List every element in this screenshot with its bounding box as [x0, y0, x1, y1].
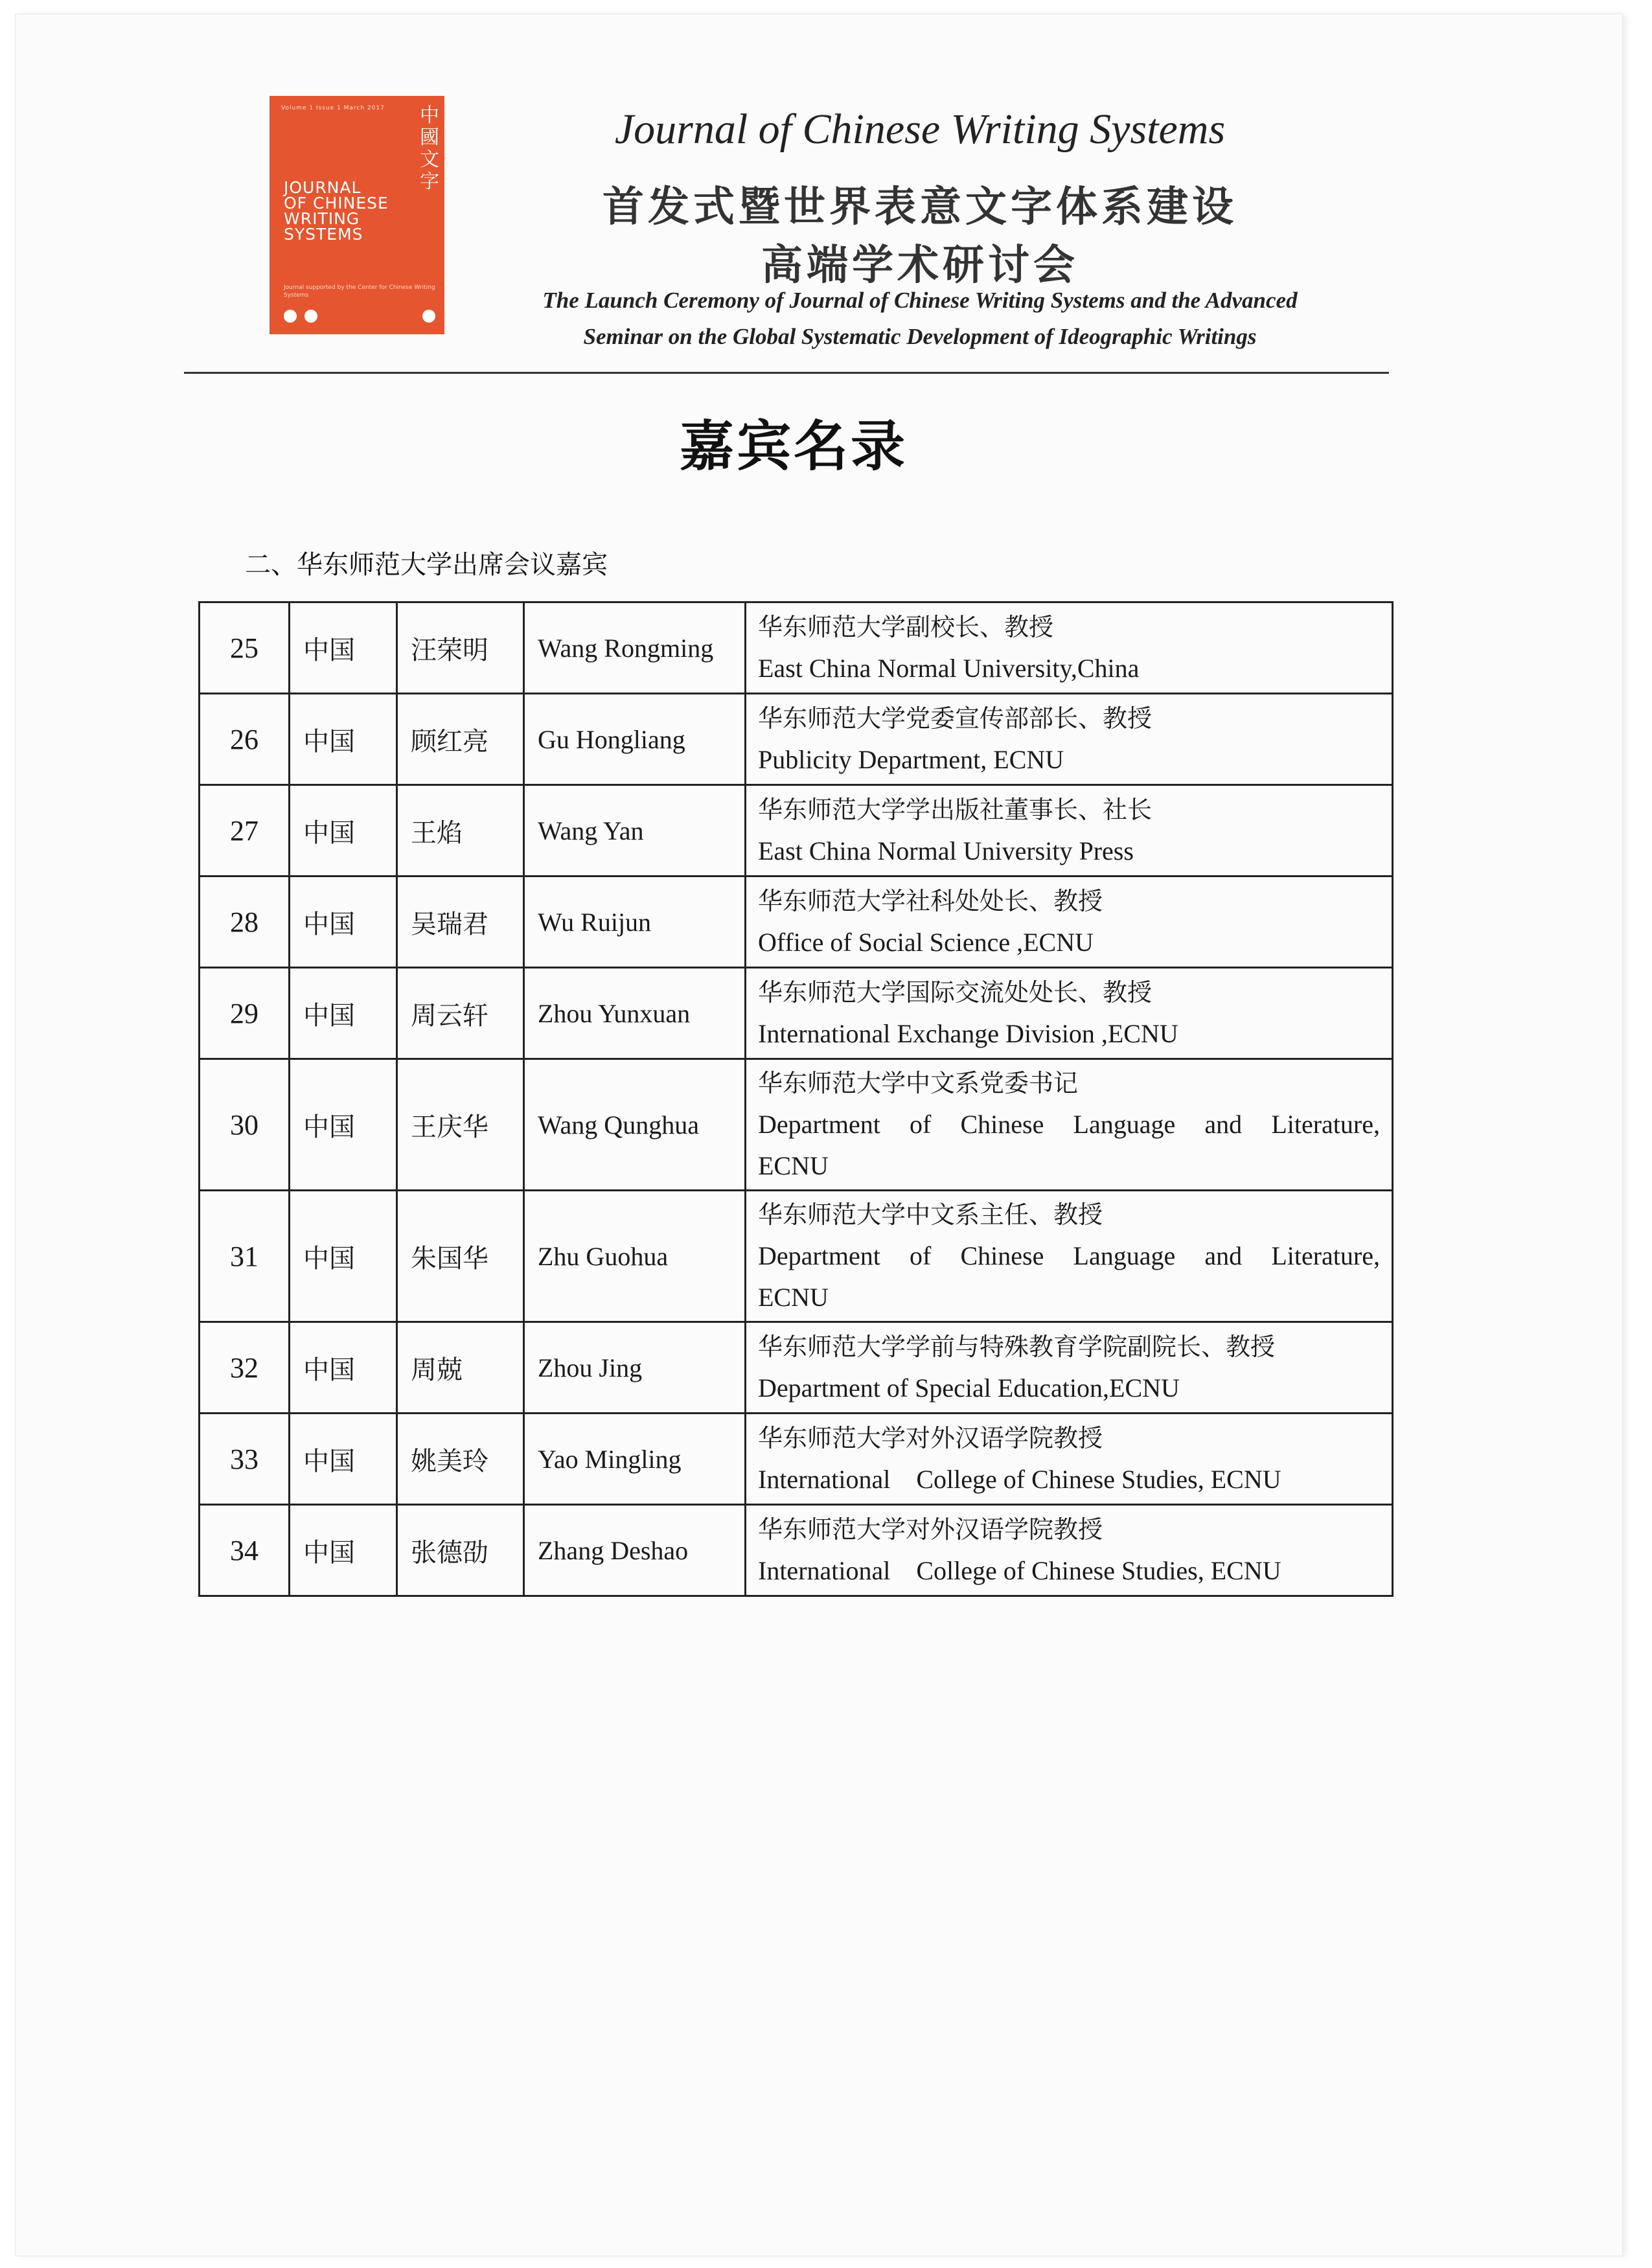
event-title-cn-line2: 高端学术研讨会 [761, 242, 1079, 290]
guest-name-cn: 王焰 [397, 785, 524, 876]
guest-name-en: Zhang Deshao [524, 1505, 746, 1596]
guest-country: 中国 [290, 1505, 397, 1596]
event-title-en-line1: The Launch Ceremony of Journal of Chinese Writing Systems and the Advanced [542, 288, 1298, 313]
guest-number: 32 [200, 1322, 290, 1414]
cover-logos [284, 310, 325, 325]
guest-number: 26 [200, 694, 290, 785]
guest-name-en: Wang Qunghua [524, 1059, 746, 1191]
guest-affiliation [746, 602, 1393, 694]
guest-country: 中国 [290, 602, 397, 694]
affiliation-en-continued: ECNU [758, 1151, 829, 1180]
guest-number: 29 [200, 968, 290, 1059]
table-row [200, 1191, 1393, 1322]
affiliation-cn: 华东师范大学学前与特殊教育学院副院长、教授 [758, 1333, 1276, 1361]
guest-name-cn: 周云轩 [397, 968, 524, 1059]
guest-name-en: Zhou Yunxuan [524, 968, 746, 1059]
guest-affiliation [746, 876, 1393, 968]
table-row [200, 1322, 1393, 1414]
affiliation-en: International College of Chinese Studies, ECNU [758, 1556, 1281, 1585]
guest-name-cn: 周兢 [397, 1322, 524, 1414]
guest-number: 33 [200, 1414, 290, 1505]
guest-name-en: Wang Yan [524, 785, 746, 876]
guest-country: 中国 [290, 1059, 397, 1191]
guest-affiliation [746, 694, 1393, 785]
cover-title: JOURNAL OF CHINESE WRITING SYSTEMS [284, 178, 389, 244]
cover-seal-text: 中國文字 [420, 104, 439, 193]
table-row [200, 1414, 1393, 1505]
guest-number: 31 [200, 1191, 290, 1322]
publisher-logo-icon [422, 310, 435, 323]
guest-name-en: Wang Rongming [524, 602, 746, 694]
guest-country: 中国 [290, 785, 397, 876]
guest-country: 中国 [290, 1322, 397, 1414]
guest-name-cn: 顾红亮 [397, 694, 524, 785]
guest-number: 25 [200, 602, 290, 694]
guest-number: 28 [200, 876, 290, 968]
affiliation-en: East China Normal University Press [758, 836, 1134, 865]
guest-name-cn: 张德劭 [397, 1505, 524, 1596]
guest-country: 中国 [290, 1414, 397, 1505]
table-row [200, 968, 1393, 1059]
affiliation-en: Department of Special Education,ECNU [758, 1373, 1180, 1403]
guest-name-cn: 朱国华 [397, 1191, 524, 1322]
guest-affiliation [746, 1059, 1393, 1191]
guest-affiliation [746, 1505, 1393, 1596]
guest-country: 中国 [290, 876, 397, 968]
table-row [200, 602, 1393, 694]
guest-name-cn: 姚美玲 [397, 1414, 524, 1505]
affiliation-en: Department of Chinese Language and Literature, [758, 1241, 1380, 1270]
guest-number: 34 [200, 1505, 290, 1596]
affiliation-en: Publicity Department, ECNU [758, 745, 1064, 774]
guest-name-en: Yao Mingling [524, 1414, 746, 1505]
affiliation-cn: 华东师范大学中文系党委书记 [758, 1069, 1079, 1097]
guest-country: 中国 [290, 968, 397, 1059]
guest-table-body [200, 602, 1393, 1596]
logo-icon [284, 310, 297, 323]
affiliation-cn: 华东师范大学国际交流处处长、教授 [758, 978, 1153, 1007]
journal-cover-image [270, 96, 444, 334]
guest-country: 中国 [290, 1191, 397, 1322]
guest-country: 中国 [290, 694, 397, 785]
guest-name-cn: 王庆华 [397, 1059, 524, 1191]
affiliation-cn: 华东师范大学学出版社董事长、社长 [758, 796, 1153, 824]
guest-affiliation [746, 1191, 1393, 1322]
affiliation-cn: 华东师范大学对外汉语学院教授 [758, 1515, 1103, 1544]
page-title: 嘉宾名录 [679, 415, 908, 478]
journal-title: Journal of Chinese Writing Systems [614, 106, 1226, 153]
table-row [200, 694, 1393, 785]
guest-name-cn: 汪荣明 [397, 602, 524, 694]
table-row [200, 785, 1393, 876]
guest-affiliation [746, 968, 1393, 1059]
affiliation-en-continued: ECNU [758, 1283, 829, 1312]
header-divider [184, 372, 1389, 374]
guest-number: 27 [200, 785, 290, 876]
affiliation-cn: 华东师范大学副校长、教授 [758, 613, 1054, 641]
affiliation-en: Office of Social Science ,ECNU [758, 928, 1094, 957]
guest-affiliation [746, 1414, 1393, 1505]
affiliation-en: International Exchange Division ,ECNU [758, 1019, 1178, 1048]
affiliation-cn: 华东师范大学社科处处长、教授 [758, 887, 1103, 915]
guest-affiliation [746, 785, 1393, 876]
guest-table [198, 601, 1394, 1597]
guest-name-en: Wu Ruijun [524, 876, 746, 968]
cover-issue-line: Volume 1 Issue 1 March 2017 [281, 105, 385, 111]
affiliation-en: East China Normal University,China [758, 654, 1140, 683]
table-row [200, 1505, 1393, 1596]
event-title-cn-line1: 首发式暨世界表意文字体系建设 [602, 183, 1237, 231]
affiliation-cn: 华东师范大学中文系主任、教授 [758, 1200, 1103, 1229]
guest-name-cn: 吴瑞君 [397, 876, 524, 968]
section-heading: 二、华东师范大学出席会议嘉宾 [245, 550, 608, 580]
table-row [200, 1059, 1393, 1191]
guest-affiliation [746, 1322, 1393, 1414]
cover-fine-print: Journal supported by the Center for Chinese Writing Systems [284, 284, 435, 299]
guest-number: 30 [200, 1059, 290, 1191]
affiliation-cn: 华东师范大学对外汉语学院教授 [758, 1424, 1103, 1452]
affiliation-en: Department of Chinese Language and Literature, [758, 1110, 1380, 1139]
guest-name-en: Zhu Guohua [524, 1191, 746, 1322]
event-title-en-line2: Seminar on the Global Systematic Development of Ideographic Writings [583, 324, 1257, 349]
affiliation-cn: 华东师范大学党委宣传部部长、教授 [758, 704, 1153, 733]
guest-name-en: Zhou Jing [524, 1322, 746, 1414]
guest-name-en: Gu Hongliang [524, 694, 746, 785]
affiliation-en: International College of Chinese Studies, ECNU [758, 1465, 1281, 1494]
table-row [200, 876, 1393, 968]
logo-icon [304, 310, 317, 323]
